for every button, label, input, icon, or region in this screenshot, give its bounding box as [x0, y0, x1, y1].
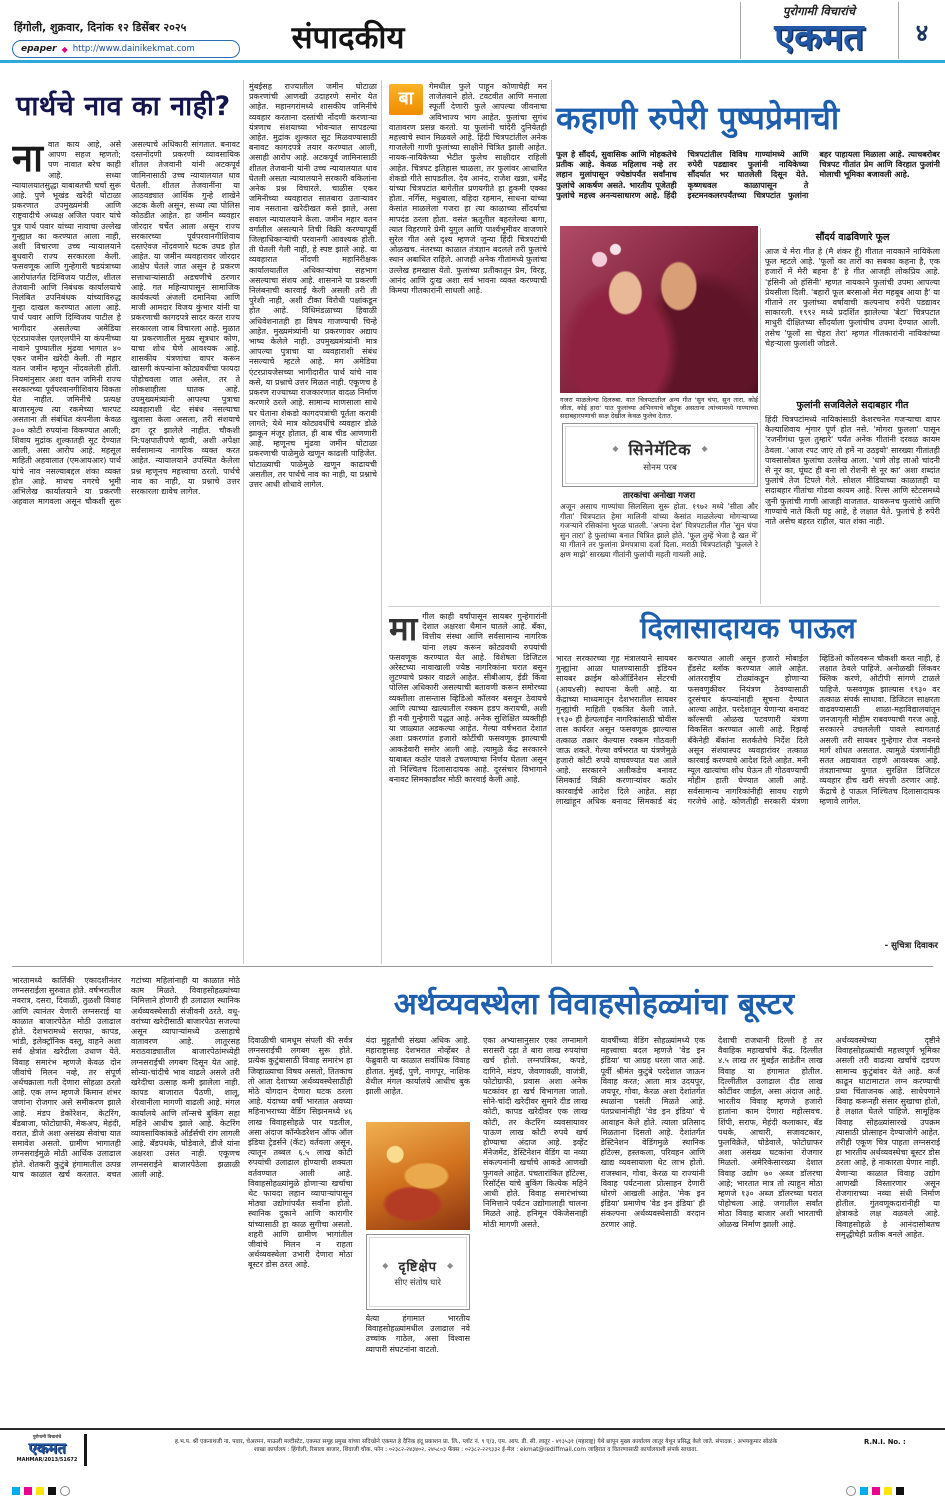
footer-logo-tagline: पुरोगामी विचारांचे: [32, 1435, 62, 1440]
couple-photo: [560, 226, 758, 393]
dilasa-headline: दिलासादायक पाऊल: [640, 611, 856, 645]
registration-circle-icon: [60, 1486, 70, 1496]
economy-columns: [248, 1036, 940, 1422]
economy-column-3: [483, 1036, 588, 1422]
flourish-icon: ◆: [701, 444, 708, 453]
wedding-photo: [366, 1122, 471, 1230]
economy-column-4: [601, 1036, 706, 1422]
flourish-icon: ◆: [382, 1261, 389, 1270]
section-divider: [12, 966, 933, 967]
drop-cap-box: बा: [389, 84, 423, 115]
epaper-label: epaper: [21, 44, 57, 54]
editorial-text: वात काय आहे, असे आपण सहज म्हणतो; पण नावात बरेच काही आहे. सध्या न्यायालयातसुद्धा याबाबतची चर्चा सुरू आहे. पुणे भूखंड खरेदी घोटाळा प्रकरणात उपमुख्यमंत्री आणि राष्ट्रवादीचे अध्यक्ष अजित पवार यांचे पुत्र पार्थ पवार यांच्या नावाचा उल्लेख गुन्ह्यात का करण्यात आला नाही, अशी विचारणा उच्च न्यायालयाने बुधवारी राज्य सरकारला केली. फसवणूक आणि गुन्हेगारी षडयंत्राच्या आरोपांतर्गत दिग्विजय पाटील, शीतल तेजवानी आणि निबंधक कार्यालयाचे निलंबित उपनिबंधक यांच्याविरुद्ध गुन्हा दाखल करण्यात आला आहे. पार्थ पवार आणि दिग्विजय पाटील हे भागीदार असलेल्या अमेडिया एंटरप्रायजेस एलएलपीने या कंपनीच्या नावाने पुण्यातील मुंढवा भागात ४० एकर जमीन खरेदी केली. ती महार वतन जमीन म्हणून नोंदवलेली होती. नियमांनुसार अशा वतन जमिनी राज्य सरकारच्या पूर्वपरवानगीशिवाय विकता येत नाहीत. जमिनीचे प्रत्यक्ष बाजारमूल्य त्या रकमेच्या चारपट असताना ती संबंधित कंपनीला केवळ ३०० कोटी रुपयांना विकण्यात आली; शिवाय मुद्रांक शुल्कातही सूट देण्यात आली, असा आरोप आहे. महसूल माहिती अहवालात (एमआयआर) पार्थ यांचे नाव नसल्याबद्दल शंका व्यक्त होत आहे. माथच नगरचे भूमी अभिलेख कार्यालयाने या प्रकरणी अहवाल मागवला असून चौकशी सुरू असल्याचे अधिकारी सांगतात. बनावट दस्तनोंदणी प्रकरणी व्यावसायिक शीतल तेजवानी यांनी अटकपूर्व जामिनासाठी उच्च न्यायालयात धाव घेतली. शीतल तेजवानींना या आठवड्यात आर्थिक गुन्हे शाखेने अटक केली असून, सध्या त्या पोलिस कोठडीत आहेत. हा जमीन व्यवहार जोरदार चर्चेत आला असून राज्य सरकारच्या पूर्वपरवानगीशिवाय दस्तऐवज नोंदवणारे घटक उघड होत आहेत. या जमीन व्यवहारावर जोरदार आक्षेप घेतले जात असून हे प्रकरण सत्ताधाऱ्यांसाठी अडचणीचे ठरणार आहे. गत महिन्यापासून सामाजिक कार्यकर्त्या अंजली दमानिया आणि माजी आमदार विजय कुंभार यांनी या प्रकरणाची कागदपत्रे सादर करत राज्य सरकारला जाब विचारला आहे. मुळात या प्रकरणातील मुख्य सूत्रधार कोण, याचा शोध घेणे आवश्यक आहे. शासकीय यंत्रणांचा वापर करून खासगी कंपन्यांना कोट्यवधींचा फायदा पोहोचवला जात असेल, तर ते लोकशाहीला घातक आहे. उपमुख्यमंत्र्यांनी आपल्या पुत्राचा व्यवहाराशी थेट संबंध नसल्याचा खुलासा केला असला, तरी संशयाचे ढग दूर झालेले नाहीत. चौकशी नि:पक्षपातीपणे व्हावी, अशी अपेक्षा सर्वसामान्य नागरिक व्यक्त करत आहेत. न्यायालयाने उपस्थित केलेला प्रश्न म्हणूनच महत्त्वाचा ठरतो. पार्थचे नाव का नाही, या प्रश्नाचे उत्तर सरकारला द्यावेच लागेल.: [12, 140, 240, 507]
registration-circle-icon: [846, 1486, 856, 1496]
flower-sidebar: [765, 228, 940, 604]
economy-column-6: [836, 1036, 941, 1422]
page-section-title: संपादकीय: [291, 20, 405, 56]
column-divider: [551, 80, 552, 964]
sidebar-subhead: फुलांनी सजविलेले सदाबहार गीत: [796, 400, 909, 411]
dilasa-body: भारत सरकारच्या गृह मंत्रालयाने सायबर गुन्ह्यांना आळा घालण्यासाठी इंडियन सायबर क्राईम कोऑर्डिनेशन सेंटरची (आय४सी) स्थापना केली आहे. या केंद्राच्या माध्यमातून देशभरातील सायबर गुन्ह्यांची माहिती एकत्रित केली जाते. १९३० ही हेल्पलाईन नागरिकांसाठी चोवीस तास कार्यरत असून फसवणूक झाल्यास तत्काळ तक्रार केल्यास रक्कम गोठवली जाऊ शकते. गेल्या वर्षभरात या यंत्रणेमुळे हजारो कोटी रुपये वाचवण्यात यश आले आहे. सरकारने अलीकडेच बनावट सिमकार्ड विक्री करणाऱ्यांवर कठोर कारवाईचे आदेश दिले आहेत. सहा लाखांहून अधिक बनावट सिमकार्ड बंद करण्यात आली असून हजारो मोबाईल हँडसेट ब्लॉक करण्यात आले आहेत. आंतरराष्ट्रीय टोळ्यांकडून होणाऱ्या फसवणुकीवर नियंत्रण ठेवण्यासाठी दूरसंचार कंपन्यांनाही सूचना देण्यात आल्या आहेत. परदेशातून येणाऱ्या बनावट कॉल्सची ओळख पटवणारी यंत्रणा विकसित करण्यात आली आहे. रिझर्व्ह बँकेनेही बँकांना सतर्कतेचे निर्देश दिले असून संशयास्पद व्यवहारांवर तत्काळ कारवाई करण्याचे आदेश दिले आहेत. मनी म्यूल खात्यांचा शोध घेऊन ती गोठवण्याची मोहीम हाती घेण्यात आली आहे. सर्वसामान्य नागरिकांनीही सावध राहणे गरजेचे आहे. कोणतीही सरकारी यंत्रणा व्हिडिओ कॉलवरून चौकशी करत नाही, हे लक्षात ठेवले पाहिजे. अनोळखी लिंकवर क्लिक करणे, ओटीपी सांगणे टाळले पाहिजे. फसवणूक झाल्यास १९३० वर तत्काळ संपर्क साधावा. डिजिटल साक्षरता वाढवण्यासाठी शाळा-महाविद्यालयांतून जनजागृती मोहीम राबवण्याची गरज आहे. सरकारने उचललेली पावले स्वागतार्ह असली तरी सायबर गुन्हेगार रोज नवनवे मार्ग शोधत असतात. त्यामुळे यंत्रणांनीही सतत अद्ययावत राहणे आवश्यक आहे. तंत्रज्ञानाच्या युगात सुरक्षित डिजिटल व्यवहार हीच खरी संपत्ती ठरणार आहे. केंद्राचे हे पाऊल निश्चितच दिलासादायक म्हणावे लागेल.: [556, 654, 940, 806]
footer-rule: [0, 1428, 945, 1430]
cinematic-title: सिनेमॅटिक: [628, 439, 692, 459]
flower-intro: फूल हे सौंदर्य, सुवासिक आणि मोहकतेचे प्रतीक आहे. केवळ महिलाच नव्हे तर लहान मुलांपासून ज्येष्ठांपर्यंत सर्वांनाच फुलांचे आकर्षण असते. भारतीय पूजेतही फुलांचे महत्त्व अनन्यसाधारण आहे. हिंदी चित्रपटांतील विविध गाण्यांमध्ये आणि रुपेरी पडद्यावर फुलांनी नायिकेच्या सौंदर्यात भर घातलेली दिसून येते. कृष्णधवल काळापासून ते इस्टमनकलरपर्यंतच्या चित्रपटांत फुलांना बहर पाहायला मिळाला आहे. त्याचबरोबर चित्रपट गीतांत प्रेम आणि विरहात फुलांनी मोलाची भूमिका बजावली आहे.: [556, 150, 940, 200]
flower-subhead: तारकांचा अनोखा गजरा: [622, 491, 696, 501]
economy-headline: अर्थव्यवस्थेला विवाहसोहळ्यांचा बूस्टर: [393, 987, 795, 1022]
page-number: ४: [915, 19, 929, 47]
epaper-url: http://www.dainikekmat.com: [72, 44, 195, 54]
masthead: [742, 4, 896, 57]
drishtikshep-column-box: [366, 1234, 471, 1310]
footer-logo: एकमत: [28, 1439, 66, 1457]
epaper-link[interactable]: [12, 40, 240, 58]
registration-marks-left: [12, 1486, 70, 1496]
header-rule: [0, 60, 945, 63]
date-line: हिंगोली, शुक्रवार, दिनांक १२ डिसेंबर २०२५: [14, 21, 187, 34]
imprint-line: ह.भ.प. श्री एकनाथजी ना. पवार, चेअरमन, माऊली मल्टीस्टेट, एकमत समूह प्रमुख यांच्या सदिच्छेने एकमत हे दैनिक इंदू प्रकाशन प्रा. लि., प्लॉट नं. ९ ए/३, एम. आय. डी. सी. लातूर - ४१३५३१ (महाराष्ट्र) येथे छापून मुख्य कार्यालय लातूर येथून प्रसिद्ध केले जाते. संपादक : अभयकुमार सोळंके: [174, 1439, 778, 1445]
drishtikshep-author: सीए संतोष घारे: [394, 1277, 441, 1288]
flower-under-photo-text: अजून असाच गाण्यांचा सिलसिला सुरू होता. १९७२ मध्ये 'सीता और गीता' चित्रपटात हेमा मालिनी यांच्या केसांत माळलेल्या मोगऱ्याच्या गजऱ्याने रसिकांना भुरळ घातली. 'अपना देश' चित्रपटातील गीत 'सुन चंपा सुन तारा' हे फुलांच्या बनात चित्रित झाले होते. 'फूल तुम्हें भेजा है खत में' या गीताने तर फुलांना प्रेमपत्राचा दर्जा दिला. मराठी चित्रपटांतही 'फुलले रे क्षण माझे' सारख्या गीतांनी फुलांची महती गायली आहे.: [560, 502, 758, 559]
rni-number: R.N.I. No. :: [864, 1438, 906, 1446]
footer-registration-number: MAHMAR/2013/51672: [16, 1457, 78, 1463]
black-mark: [896, 1487, 904, 1495]
yellow-mark: [884, 1487, 892, 1495]
drishtikshep-title: दृष्टिक्षेप: [398, 1259, 438, 1275]
registration-marks-right: [846, 1486, 904, 1496]
header-divider: [898, 2, 899, 59]
sidebar-subhead: सौंदर्य वाढविणारे फूल: [815, 232, 890, 243]
economy-text: देशाची राजधानी दिल्ली हे तर वैवाहिक महाखर्चाचे केंद्र. दिल्लीत ४.५ लाख तर मुंबईत साडेतीन लाख विवाह या हंगामात होतील. दिल्लीतील उलाढाल दीड लाख कोटींवर जाईल, असा अंदाज आहे. भारतीय विवाह म्हणजे हजारो हातांना काम देणारा महोत्सवच. शिंपी, सराफ, मेहंदी कलाकार, बँड पथके, आचारी, सजावटकार, फुलविक्रेते, घोडेवाले, फोटोग्राफर अशा असंख्य घटकांना रोजगार मिळतो. अमेरिकेसारख्या देशात विवाह उद्योग ७० अब्ज डॉलरचा आहे; भारतात मात्र तो त्याहून मोठा म्हणजे १३० अब्ज डॉलरच्या घरात पोहोचला आहे. जगातील सर्वांत मोठा विवाह बाजार अशी भारताची ओळख निर्माण झाली आहे.: [718, 1036, 823, 1229]
economy-column-5: [718, 1036, 823, 1422]
masthead-logo: एकमत: [774, 17, 864, 58]
flourish-icon: ◆: [612, 444, 619, 453]
cyan-mark: [860, 1487, 868, 1495]
economy-text: यावर्षीच्या वेडिंग सोहळ्यांमध्ये एक महत्त्वाचा बदल म्हणजे 'वेड इन इंडिया' चा आग्रह धरला जात आहे. पूर्वी श्रीमंत कुटुंबे परदेशात जाऊन विवाह करत; आता मात्र उदयपूर, जयपूर, गोवा, केरळ अशा देशांतर्गत स्थळांना पसंती मिळते आहे. पंतप्रधानांनीही 'वेड इन इंडिया' चे आवाहन केले होते. त्याला प्रतिसाद मिळताना दिसतो आहे. देशांतर्गत डेस्टिनेशन वेडिंगमुळे स्थानिक हॉटेल्स, हस्तकला, परिवहन आणि खाद्य व्यवसायाला थेट लाभ होतो. राजस्थान, गोवा, केरळ या राज्यांनी विवाह पर्यटनाला प्रोत्साहन देणारी धोरणे आखली आहेत. 'मेक इन इंडिया' प्रमाणेच 'वेड इन इंडिया' ही संकल्पना अर्थव्यवस्थेसाठी वरदान ठरणार आहे.: [600, 1036, 705, 1229]
sidebar-text: हिंदी चित्रपटांमध्ये नायिकांसाठी केशरचनेत गजऱ्याचा वापर केल्याशिवाय शृंगार पूर्ण होत नसे. 'मोगरा फुलला' पासून 'रजनीगंधा फूल तुम्हारे' पर्यंत अनेक गीतांनी दरवळ कायम ठेवला. 'आज रपट जाएं तो हमें ना उठइयो' सारख्या गीतांतही पावसासोबत फुलांचा उल्लेख आला. 'धागे तोड़ लाओ चांदनी से नूर का, घूंघट ही बना लो रोशनी से नूर का' अशा शब्दांत फुलांचे तेज टिपले गेले. सोशल मीडियाच्या काळातही या सदाबहार गीतांचा गोडवा कायम आहे. रिल्स आणि स्टेटसमध्ये जुनी फुलांची गाणी आजही वाजतात. यावरूनच फुलांचे आणि गाण्यांचे नाते किती घट्ट आहे, हे लक्षात येते. फुलांचे हे रुपेरी नाते असेच बहरत राहील, यात शंका नाही.: [765, 415, 940, 527]
black-mark: [48, 1487, 56, 1495]
economy-text: यंदा मुहूर्तांची संख्या अधिक आहे. महाराष्ट्रासह देशभरात नोव्हेंबर ते फेब्रुवारी या काळात सर्वाधिक विवाह होतात. मुंबई, पुणे, नागपूर, नाशिक येथील मंगल कार्यालये आधीच बुक झाली आहेत.: [365, 1036, 470, 1097]
economy-text: अर्थव्यवस्थेच्या दृष्टीने विवाहसोहळ्यांची महत्त्वपूर्ण भूमिका असली तरी वाढत्या खर्चाचे दडपण सामान्य कुटुंबांवर येते आहे. कर्ज काढून थाटामाटात लग्न करण्याची प्रथा चिंताजनक आहे. साधेपणाने विवाह करूनही संसार सुखाचा होतो, हे लक्षात घेतले पाहिजे. सामूहिक विवाह सोहळ्यांसारखे उपक्रम त्यासाठी प्रोत्साहन देण्याजोगे आहेत. तरीही एकूण चित्र पाहता लग्नसराई हा भारतीय अर्थव्यवस्थेचा बूस्टर डोस ठरला आहे, हे नाकारता येणार नाही. येणाऱ्या काळात विवाह उद्योग आणखी विस्तारणार असून रोजगाराच्या नव्या संधी निर्माण होतील. गुंतवणूकदारांनीही या क्षेत्राकडे लक्ष वळवले आहे. विवाहसोहळे हे आनंदासोबतच समृद्धीचेही प्रतीक बनले आहेत.: [835, 1036, 940, 1239]
economy-text: दिवाळीची धामधूम संपली की सर्वत्र लग्नसराईची लगबग सुरू होते. प्रत्येक कुटुंबासाठी विवाह समारंभ हा जिव्हाळ्याचा विषय असतो, तितकाच तो आता देशाच्या अर्थव्यवस्थेसाठीही मोठे योगदान देणारा घटक ठरला आहे. यंदाच्या वर्षी भारतात अवघ्या महिनाभराच्या वेडिंग सिझनमध्ये ४६ लाख विवाहसोहळे पार पडतील, असा अंदाज कॉन्फेडरेशन ऑफ ऑल इंडिया ट्रेडर्सने (कॅट) वर्तवला असून, त्यातून तब्बल ६.५ लाख कोटी रुपयांची उलाढाल होण्याची शक्यता वर्तवण्यात आली आहे. विवाहसोहळ्यांमुळे होणाऱ्या खर्चाचा थेट फायदा लहान व्यापाऱ्यांपासून मोठ्या उद्योगांपर्यंत सर्वांना होतो. स्थानिक दुकाने आणि कारागीर यांच्यासाठी हा काळ सुगीचा असतो. शहरी आणि ग्रामीण भागांतील जीवांचे मिलन न राहता अर्थव्यवस्थेला उभारी देणारा मोठा बूस्टर डोस ठरत आहे.: [248, 1036, 353, 1270]
editorial-body: [12, 140, 240, 964]
epaper-logo-icon: ◆: [61, 44, 68, 54]
footer-imprint: [96, 1438, 856, 1455]
dilasa-lead-text: गील काही वर्षांपासून सायबर गुन्हेगारांनी देशात अक्षरशः थैमान घातले आहे. बँका, वित्तीय संस्था आणि सर्वसामान्य नागरिक यांना लक्ष्य करून कोट्यवधी रुपयांची फसवणूक करण्यात येत आहे. विशेषतः डिजिटल अरेस्टच्या नावाखाली ज्येष्ठ नागरिकांना घरात बसून लुटण्याचे प्रकार वाढले आहेत. सीबीआय, ईडी किंवा पोलिस अधिकारी असल्याची बतावणी करून समोरच्या व्यक्तीला तासन्तास व्हिडिओ कॉलवर बसवून ठेवायचे आणि त्याच्या खात्यातील रक्कम हडप करायची, अशी ही नवी गुन्हेगारी पद्धत आहे. अनेक सुशिक्षित व्यक्तीही या जाळ्यात अडकल्या आहेत. गेल्या वर्षभरात देशात अशा प्रकरणांत हजारो कोटींची फसवणूक झाल्याची आकडेवारी समोर आली आहे. त्यामुळे केंद्र सरकारने याबाबत कठोर पावले उचलण्याचा निर्णय घेतला असून तो निश्चितच दिलासादायक आहे. दूरसंचार विभागाने बनावट सिमकार्डांवर मोठी कारवाई केली आहे.: [389, 612, 547, 785]
header-divider: [740, 2, 741, 59]
column-divider: [381, 80, 382, 964]
drop-cap: मा: [389, 612, 418, 648]
drop-cap: ना: [12, 140, 43, 180]
masthead-tagline: पुरोगामी विचारांचे: [782, 4, 856, 18]
flower-headline: कहाणी रुपेरी पुष्पप्रेमाची: [556, 99, 840, 137]
magenta-mark: [872, 1487, 880, 1495]
sidebar-text: आज ये मेरा गीत हे (मै शंकर हूँ) गीतात नायकाने नायिकेला फूल म्हटले आहे. 'फूलों का तारों का सबका कहना है, एक हजारों में मेरी बहना है' हे गीत आजही लोकप्रिय आहे. 'हंसिनी ओ हंसिनी' म्हणत नायकाने फुलांची उपमा आपल्या प्रेयसीला दिली. 'बहारों फूल बरसाओ मेरा महबूब आया है' या गीताने तर फुलांच्या वर्षावाची कल्पनाच रुपेरी पडद्यावर साकारली. १९९२ मध्ये प्रदर्शित झालेल्या 'बेटा' चित्रपटात माधुरी दीक्षितच्या सौंदर्याला फुलांचीच उपमा देण्यात आली. तसेच 'फूलों सा चेहरा तेरा' म्हणत गीतकारांनी नायिकांच्या चेहऱ्याला फुलांशी जोडले.: [765, 247, 940, 348]
imprint-line: शाखा कार्यालय : हिंगोली, रिसाला बाजार, शिवाजी चौक. फोन : ०२३८२-२४३४०२, २४५८०३ फॅक्स : ०२३८२-२२९३३२ ई-मेल : ekmat@rediffmail.com जाहिरात व वितरणासाठी कार्यालयाशी संपर्क साधावा.: [254, 1447, 698, 1454]
economy-text: एका अभ्यासानुसार एका लग्नामागे सरासरी दहा ते बारा लाख रुपयांचा खर्च होतो. लग्नपत्रिका, कपडे, दागिने, मंडप, जेवणावळी, वाजंत्री, फोटोग्राफी, प्रवास अशा अनेक घटकांवर हा खर्च विभागला जातो. सोने-चांदी खरेदीवर सुमारे दीड लाख कोटी, कापड खरेदीवर एक लाख कोटी, तर केटरिंग व्यवसायावर पाऊण लाख कोटी रुपये खर्च होण्याचा अंदाज आहे. इव्हेंट मॅनेजमेंट, डेस्टिनेशन वेडिंग या नव्या संकल्पनांनी खर्चाचे आकडे आणखी फुगवले आहेत. पंचतारांकित हॉटेल्स, रिसॉर्ट्स यांचे बुकिंग कित्येक महिने आधी होते. विवाह समारंभांच्या निमित्ताने पर्यटन उद्योगालाही चालना मिळते आहे. हनिमून पॅकेजेसनाही मोठी मागणी असते.: [483, 1036, 588, 1229]
column-divider: [760, 228, 761, 604]
fold-mark: [84, 1434, 87, 1466]
footer-logo-block: [14, 1434, 80, 1463]
dilasa-byline: - सुचित्रा दिवाकर: [884, 941, 938, 951]
cyan-mark: [12, 1487, 20, 1495]
cinematic-column-box: [562, 423, 758, 487]
economy-column-2: [366, 1036, 471, 1422]
cinematic-author: सोनम परब: [643, 462, 677, 473]
couple-photo-caption: गजरा माळलेल्या दिलरुबा. यात चित्रपटातील अन्य गीत 'सुन चंपा, सुन तारा, कोई जीता, कोई हारा' यात फुलांच्या अभिनयाचे कौतुक असताना त्यांच्यामध्ये गाण्याच्या सदाबहारपणाची साक्ष देखील केवळ फुलेच देतात.: [560, 396, 758, 420]
editorial-continued-column: मुंबईसह राज्यातील जमीन घोटाळा प्रकरणांची आणखी उदाहरणे समोर येत आहेत. महानगरांमध्ये शासकीय जमिनींचे व्यवहार करताना दस्तांची नोंदणी करणाऱ्या यंत्रणाच संशयाच्या भोवऱ्यात सापडल्या आहेत. मुद्रांक शुल्कात सूट मिळवण्यासाठी बनावट कागदपत्रे तयार करण्यात आली, असाही आरोप आहे. अटकपूर्व जामिनासाठी शीतल तेजवानी यांनी उच्च न्यायालयात धाव घेतली असता न्यायालयाने सरकारी वकिलांना अनेक प्रश्न विचारले. चाळीस एकर जमिनीच्या व्यवहारात सातबारा उताऱ्यावर नाव नसताना खरेदीखत कसे झाले, असा सवाल न्यायालयाने केला. जमीन महार वतन वर्गातील असल्याने तिची विक्री करण्यापूर्वी जिल्हाधिकाऱ्यांची परवानगी आवश्यक होती. ती घेतली गेली नाही, हे स्पष्ट झाले आहे. या व्यवहारात नोंदणी महानिरीक्षक कार्यालयातील अधिकाऱ्यांचा सहभाग असल्याचा संशय आहे. शासनाने या प्रकरणी निलंबनाची कारवाई केली असली तरी ती पुरेशी नाही, अशी टीका विरोधी पक्षांकडून होत आहे. विधिमंडळाच्या हिवाळी अधिवेशनातही हा विषय गाजण्याची चिन्हे आहेत. मुख्यमंत्र्यांनी या प्रकरणावर अद्याप भाष्य केलेले नाही. उपमुख्यमंत्र्यांनी मात्र आपल्या पुत्राचा या व्यवहाराशी संबंध नसल्याचे म्हटले आहे. मग अमेडिया एंटरप्रायजेसच्या भागीदारीत पार्थ यांचे नाव कसे, या प्रश्नाचे उत्तर मिळत नाही. एकूणच हे प्रकरण राज्याच्या राजकारणात वादळ निर्माण करणारे ठरले आहे. सामान्य माणसाला साधे घर घेताना शेकडो कागदपत्रांची पूर्तता करावी लागते; येथे मात्र कोट्यवधींचे व्यवहार डोळे झाकून मंजूर होतात, ही बाब चीड आणणारी आहे. म्हणूनच मुंढवा जमीन घोटाळा प्रकरणाची पाळेमुळे खणून काढली पाहिजेत. घोटाळ्याची पाळेमुळे खणून काढायची असतील, तर पार्थचे नाव का नाही, या प्रश्नाचे उत्तर आधी शोधावे लागेल.: [249, 82, 377, 489]
flower-opening-column: [389, 82, 547, 602]
column-divider: [243, 80, 244, 964]
editorial-headline: पार्थचे नाव का नाही?: [16, 91, 231, 122]
economy-column-1: [248, 1036, 353, 1422]
section-divider: [388, 606, 940, 607]
economy-left-column: भारतामध्ये कार्तिकी एकादशीनंतर लग्नसराईला सुरुवात होते. वर्षभरातील नवरात्र, दसरा, दिवाळी, तुळशी विवाह आणि त्यानंतर येणारी लग्नसराई या काळात बाजारपेठेत मोठी उलाढाल होते. देशभरामध्ये सराफा, कापड, भांडी, इलेक्ट्रॉनिक वस्तू, वाहने अशा सर्व क्षेत्रांत खरेदीला उधाण येते. विवाह समारंभ म्हणजे केवळ दोन जीवांचे मिलन नव्हे, तर संपूर्ण अर्थचक्राला गती देणारा सोहळा ठरतो आहे. एक लग्न म्हणजे किमान शंभर जणांना रोजगार असे समीकरण झाले आहे. मंडप डेकोरेशन, केटरिंग, बँडबाजा, फोटोग्राफी, मेकअप, मेहंदी, वरात, डीजे अशा असंख्य सेवांचा यात समावेश असतो. ग्रामीण भागातही लग्नसराईमुळे मोठी आर्थिक उलाढाल होते. शेतकरी कुटुंबे हंगामातील उत्पन्न याच काळात खर्च करतात. बचत गटांच्या महिलांनाही या काळात मोठे काम मिळते. विवाहसोहळ्यांच्या निमित्ताने होणारी ही उलाढाल स्थानिक अर्थव्यवस्थेसाठी संजीवनी ठरते. वधू-वरांच्या खरेदीसाठी बाजारपेठा सजल्या असून व्यापाऱ्यांमध्ये उत्साहाचे वातावरण आहे. लातूरसह मराठवाड्यातील बाजारपेठांमध्येही लग्नसराईची लगबग दिसून येत आहे. सोन्या-चांदीचे भाव वाढले असले तरी खरेदीचा उत्साह कमी झालेला नाही. कापड बाजारात पैठणी, शालू, शेरवानीला मागणी वाढली आहे. मंगल कार्यालये आणि लॉन्सचे बुकिंग सहा महिने आधीच झाले आहे. केटरिंग व्यावसायिकांकडे ऑर्डर्सची रांग लागली आहे. बँडपथके, घोडेवाले, डीजे यांना अक्षरशः उसंत नाही. एकूणच लग्नसराईने बाजारपेठेला झळाळी आली आहे.: [12, 976, 240, 1179]
dilasa-lead-column: [389, 612, 547, 962]
yellow-mark: [36, 1487, 44, 1495]
flower-opening-text: गेमधील फुले पाहून कोणाचेही मन ताजेतवाने होते. टवटवीत आणि मनाला स्फूर्ती देणारी फुले आपल्या जीवनाचा अविभाज्य भाग आहेत. फुलांचा सुगंध वातावरण प्रसन्न करतो. या फुलांनी चांदेरी दुनियेतही महत्त्वाचे स्थान मिळवले आहे. हिंदी चित्रपटांतील अनेक गाजलेली गाणी फुलांच्या साक्षीने चित्रित झाली आहेत. नायक-नायिकेच्या भेटीत फुलेच साक्षीदार राहिली आहेत. चित्रपट इतिहास चाळला, तर फुलांवर आधारित शेकडो गीते सापडतील. देव आनंद, राजेश खन्ना, धर्मेंद्र यांच्या चित्रपटांत बागेतील प्रणयगीते हा हुकमी एक्का होता. नर्गिस, मधुबाला, वहिदा रहमान, साधना यांच्या केसांत माळलेला गजरा हा त्या काळाच्या सौंदर्याचा मापदंड ठरला होता. वसंत ऋतूतील बहरलेल्या बागा, त्यात विहरणारे प्रेमी युगुल आणि पार्श्वभूमीवर वाजणारे सुरेल गीत असे दृश्य म्हणजे जुन्या हिंदी चित्रपटांची ओळखच. नंतरच्या काळात तंत्रज्ञान बदलले तरी फुलांचे स्थान अबाधित राहिले. आजही अनेक गीतांमध्ये फुलांचा उल्लेख हमखास येतो. फुलांच्या प्रतीकातून प्रेम, विरह, आनंद आणि दुःख अशा सर्व भावना व्यक्त करण्याची किमया गीतकारांनी साधली आहे.: [389, 82, 547, 296]
magenta-mark: [24, 1487, 32, 1495]
economy-text: येत्या हंगामात भारतीय विवाहसोहळ्यांमधील उलाढाल नवे उच्चांक गाठेल, असा विश्वास व्यापारी संघटनांना वाटतो.: [365, 1314, 470, 1354]
flourish-icon: ◆: [447, 1261, 454, 1270]
